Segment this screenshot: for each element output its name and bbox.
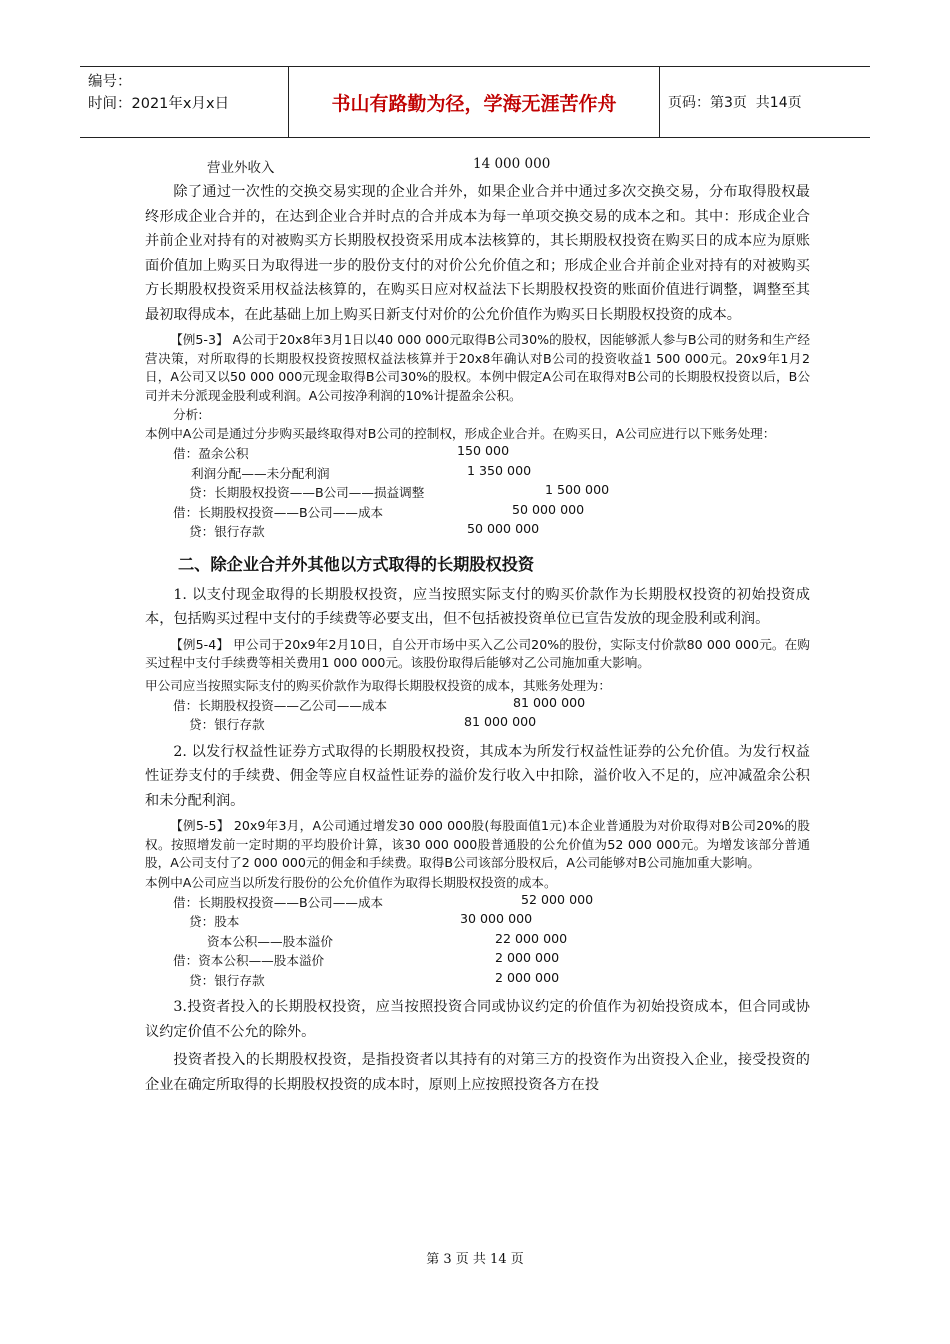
analysis-label: 分析: [173,407,203,422]
page-header [80,66,870,138]
header-page-info [668,67,802,137]
entry-amount: 81 000 000 [513,694,586,710]
ledger-entry [145,931,810,951]
entry-amount: 22 000 000 [495,930,568,946]
entry-label: 贷：银行存款 [189,717,265,732]
entry-label: 营业外收入 [207,160,275,176]
entry-amount: 2 000 000 [495,950,560,965]
doc-date: 时间：2021年x月x日 [88,96,230,112]
entry-label: 贷：长期股权投资——B公司——损益调整 [189,485,425,500]
entry-amount: 2 000 000 [495,969,560,985]
entry-label: 借：盈余公积 [173,446,249,461]
paragraph: 投资者投入的长期股权投资，是指投资者以其持有的对第三方的投资作为出资投入企业，接受投资的企业在确定所取得的长期股权投资的成本时，原则上应按照投资各方在投 [145,1052,810,1093]
analysis-text: 本例中A公司是通过分步购买最终取得对B公司的控制权，形成企业合并。在购买日，A公司应进行以下账务处理： [145,426,776,441]
ledger-entry [145,482,810,502]
paragraph: 1. 以支付现金取得的长期股权投资，应当按照实际支付的购买价款作为长期股权投资的初始投资成本，包括购买过程中支付的手续费等必要支出，但不包括被投资单位已宣告发放的现金股利或利润。 [145,586,810,627]
entry-label: 贷：银行存款 [189,524,265,539]
section-heading: 二、除企业合并外其他以方式取得的长期股权投资 [178,554,535,574]
entry-amount: 50 000 000 [512,501,585,517]
example-note: 本例中A公司应当以所发行股份的公允价值作为取得长期股权投资的成本。 [145,874,557,890]
entry-label: 贷：银行存款 [189,972,265,988]
example-5-5: 【例5-5】 20x9年3月，A公司通过增发30 000 000股(每股面值1元)本企业普通股为对价取得对B公司20%的股权。按照增发前一定时期的平均股价计算，该30 000 000股普通股的公允价值为52 000 000元。为增发该部分普通股，A公司支付了2 000 000元的佣金和手续费。取得B公司该部分股权后，A公司能够对B公司施加重大影响。 [145,818,810,870]
entry-label: 借：长期股权投资——B公司——成本 [173,894,384,910]
ledger-entry [145,970,810,990]
ledger-entry [145,502,810,522]
paragraph: 2. 以发行权益性证券方式取得的长期股权投资，其成本为所发行权益性证券的公允价值。为发行权益性证券支付的手续费、佣金等应自权益性证券的溢价发行收入中扣除，溢价收入不足的，应冲减盈余公积和未分配利润。 [145,743,810,809]
header-left [88,71,229,115]
ledger-entry-top [145,156,810,180]
entry-amount: 81 000 000 [464,714,537,729]
entry-amount: 1 350 000 [467,462,532,478]
ledger-entry [145,443,810,463]
paragraph: 除了通过一次性的交换交易实现的企业合并外，如果企业合并中通过多次交换交易，分布取得股权最终形成企业合并的，在达到企业合并时点的合并成本为每一单项交换交易的成本之和。其中：形成企业合并前企业对持有的对被购买方长期股权投资采用成本法核算的，其长期股权投资在购买日的成本应为原账面价值加上购买日为取得进一步的股份支付的对价公允价值之和；形成企业合并前企业对持有的对被购买方长期股权投资采用权益法核算的，在购买日应对权益法下长期股权投资的账面价值进行调整，调整至其最初取得成本，在此基础上加上购买日新支付对价的公允价值作为购买日长期股权投资的成本。 [145,184,810,323]
entry-label: 借：资本公积——股本溢价 [173,953,325,968]
ledger-entry [145,714,810,734]
entry-amount: 50 000 000 [467,521,540,536]
entry-amount: 52 000 000 [521,891,594,907]
paragraph: 3.投资者投入的长期股权投资，应当按照投资合同或协议约定的价值作为初始投资成本，但合同或协议约定价值不公允的除外。 [145,999,810,1040]
example-5-3: 【例5-3】 A公司于20x8年3月1日以40 000 000元取得B公司30%的股权，因能够派人参与B公司的财务和生产经营决策，对所取得的长期股权投资按照权益法核算并于20x8年确认对B公司的投资收益1 500 000元。20x9年1月2日，A公司又以50 000 000元现金取得B公司30%的股权。本例中假定A公司在取得对B公司的长期股权投资以后，B公司并未分派现金股利或利润。A公司按净利润的10%计提盈余公积。 [145,332,810,403]
example-note: 甲公司应当按照实际支付的购买价款作为取得长期股权投资的成本，其账务处理为： [145,677,611,693]
entry-label: 贷：股本 [189,914,240,929]
entry-label: 借：长期股权投资——乙公司——成本 [173,697,388,713]
ledger-entry [145,911,810,931]
ledger-entry [145,950,810,970]
entry-amount: 30 000 000 [460,911,533,926]
ledger-entry [145,695,810,715]
ledger-entry [145,463,810,483]
doc-number-label: 编号： [88,74,132,90]
entry-amount: 150 000 [457,443,510,458]
header-motto: 书山有路勤为径，学海无涯苦作舟 [288,67,660,137]
entry-label: 利润分配——未分配利润 [191,465,330,481]
document-body [145,156,810,1101]
page-footer: 第 3 页 共 14 页 [426,1252,524,1267]
entry-amount: 1 500 000 [545,482,610,497]
ledger-entry [145,521,810,541]
page-info-text: 页码：第3页 共14页 [668,95,802,111]
entry-label: 资本公积——股本溢价 [207,933,333,949]
entry-amount: 14 000 000 [473,156,551,172]
entry-label: 借：长期股权投资——B公司——成本 [173,504,384,520]
ledger-entry [145,892,810,912]
example-5-4: 【例5-4】 甲公司于20x9年2月10日，自公开市场中买入乙公司20%的股份，实际支付价款80 000 000元。在购买过程中支付手续费等相关费用1 000 000元。该股份取得后能够对乙公司施加重大影响。 [145,636,810,670]
